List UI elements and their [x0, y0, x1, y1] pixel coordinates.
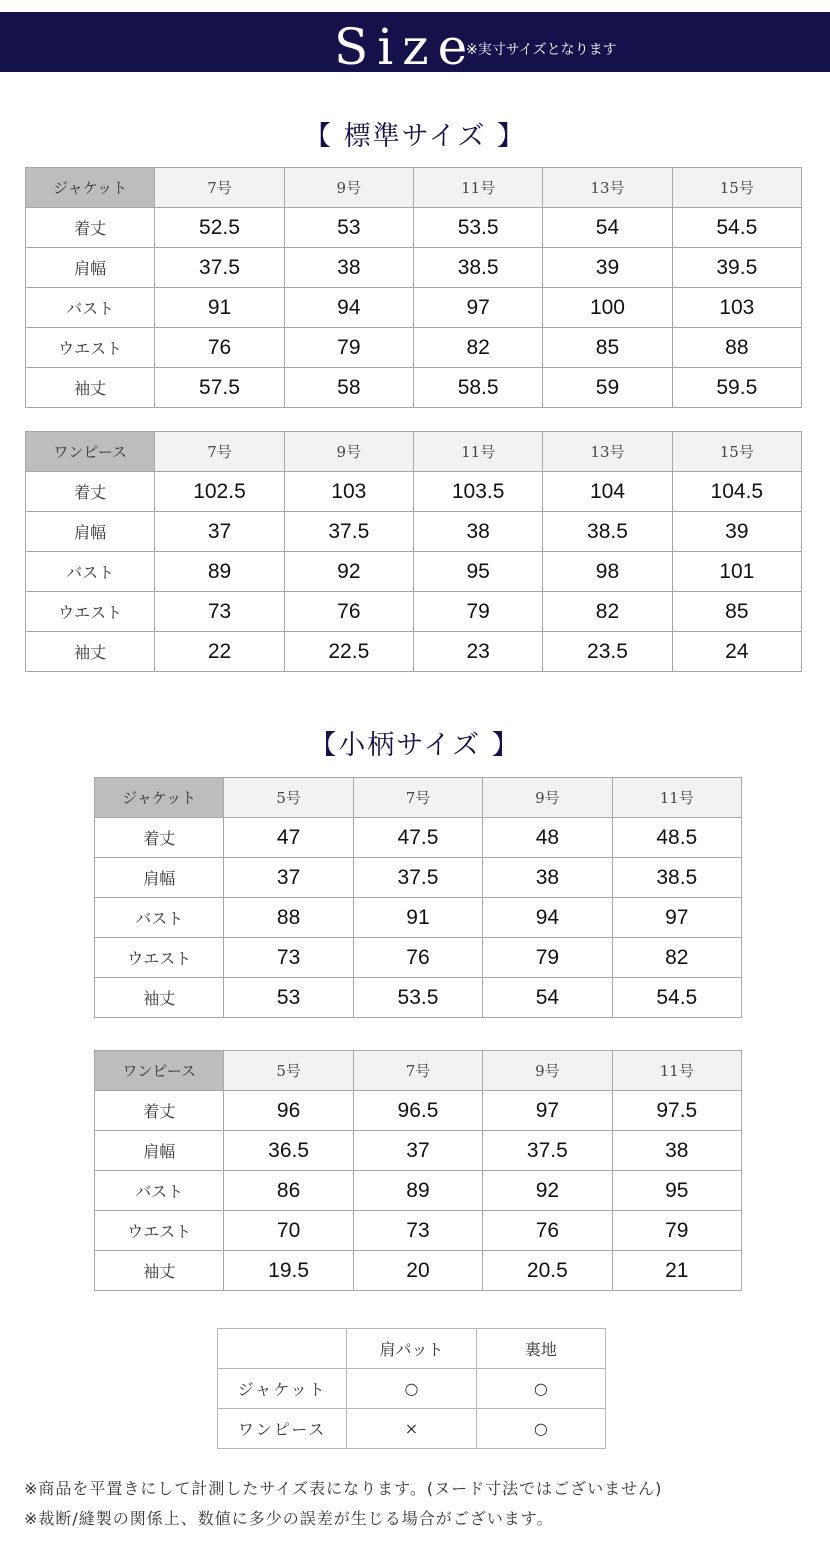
features-row-onepiece — [218, 1409, 606, 1449]
measurement-label: 肩幅 — [26, 512, 155, 552]
size-row — [26, 328, 802, 368]
measurement-label: 着丈 — [95, 1091, 224, 1131]
petite-jacket-table — [94, 777, 742, 1018]
features-header-row — [218, 1329, 606, 1369]
features-col-shoulder-pad: 肩パット — [347, 1329, 476, 1369]
measurement-value: 38.5 — [413, 248, 542, 288]
measurement-value: 38 — [413, 512, 542, 552]
section-title-standard: 【 標準サイズ 】 — [303, 121, 526, 152]
measurement-value: 94 — [284, 288, 413, 328]
size-column-header: 11号 — [413, 168, 542, 208]
size-row — [26, 368, 802, 408]
measurement-value: 94 — [483, 898, 612, 938]
features-cell: ○ — [476, 1369, 605, 1409]
measurement-value: 23.5 — [543, 632, 672, 672]
size-row — [95, 898, 742, 938]
features-table — [217, 1328, 606, 1449]
measurement-label: 肩幅 — [95, 858, 224, 898]
features-row-label: ジャケット — [218, 1369, 347, 1409]
measurement-value: 22.5 — [284, 632, 413, 672]
measurement-value: 79 — [483, 938, 612, 978]
size-row — [95, 1251, 742, 1291]
measurement-value: 24 — [672, 632, 801, 672]
size-row — [95, 1171, 742, 1211]
measurement-label: ウエスト — [26, 592, 155, 632]
measurement-value: 53 — [224, 978, 353, 1018]
measurement-value: 104 — [543, 472, 672, 512]
measurement-label: ウエスト — [95, 938, 224, 978]
measurement-value: 58 — [284, 368, 413, 408]
measurement-value: 96 — [224, 1091, 353, 1131]
measurement-value: 37.5 — [284, 512, 413, 552]
size-column-header: 7号 — [353, 778, 482, 818]
measurement-value: 85 — [672, 592, 801, 632]
size-row — [26, 472, 802, 512]
measurement-value: 37.5 — [483, 1131, 612, 1171]
size-row — [26, 248, 802, 288]
measurement-value: 97.5 — [612, 1091, 741, 1131]
measurement-value: 85 — [543, 328, 672, 368]
size-column-header: 11号 — [612, 778, 741, 818]
size-column-header: 5号 — [224, 1051, 353, 1091]
measurement-label: ウエスト — [95, 1211, 224, 1251]
measurement-value: 37 — [353, 1131, 482, 1171]
garment-type-cell: ジャケット — [95, 778, 224, 818]
garment-type-cell: ワンピース — [95, 1051, 224, 1091]
measurement-value: 59.5 — [672, 368, 801, 408]
standard-onepiece-table — [25, 431, 802, 672]
measurement-value: 47.5 — [353, 818, 482, 858]
measurement-value: 103.5 — [413, 472, 542, 512]
measurement-value: 79 — [284, 328, 413, 368]
measurement-value: 70 — [224, 1211, 353, 1251]
measurement-value: 19.5 — [224, 1251, 353, 1291]
measurement-label: 袖丈 — [95, 978, 224, 1018]
measurement-label: 袖丈 — [95, 1251, 224, 1291]
size-header-row — [26, 168, 802, 208]
measurement-value: 76 — [155, 328, 284, 368]
measurement-value: 82 — [612, 938, 741, 978]
size-column-header: 5号 — [224, 778, 353, 818]
measurement-value: 73 — [155, 592, 284, 632]
measurement-value: 38.5 — [543, 512, 672, 552]
measurement-value: 95 — [612, 1171, 741, 1211]
measurement-value: 53.5 — [413, 208, 542, 248]
measurement-value: 86 — [224, 1171, 353, 1211]
size-column-header: 9号 — [483, 1051, 612, 1091]
measurement-value: 38 — [284, 248, 413, 288]
measurement-label: バスト — [95, 898, 224, 938]
size-column-header: 13号 — [543, 432, 672, 472]
standard-jacket-table — [25, 167, 802, 408]
measurement-value: 97 — [612, 898, 741, 938]
size-row — [26, 592, 802, 632]
measurement-value: 54 — [543, 208, 672, 248]
size-column-header: 7号 — [155, 432, 284, 472]
measurement-value: 53.5 — [353, 978, 482, 1018]
measurement-value: 97 — [483, 1091, 612, 1131]
measurement-value: 82 — [413, 328, 542, 368]
measurement-value: 54.5 — [672, 208, 801, 248]
size-row — [95, 1131, 742, 1171]
measurement-value: 88 — [224, 898, 353, 938]
measurement-value: 73 — [353, 1211, 482, 1251]
measurement-value: 37.5 — [155, 248, 284, 288]
measurement-value: 52.5 — [155, 208, 284, 248]
measurement-label: バスト — [26, 552, 155, 592]
size-column-header: 15号 — [672, 168, 801, 208]
size-row — [26, 208, 802, 248]
measurement-value: 82 — [543, 592, 672, 632]
size-column-header: 9号 — [483, 778, 612, 818]
measurement-value: 23 — [413, 632, 542, 672]
size-row — [95, 1091, 742, 1131]
measurement-value: 79 — [612, 1211, 741, 1251]
measurement-value: 36.5 — [224, 1131, 353, 1171]
size-column-header: 9号 — [284, 168, 413, 208]
note-measurement: ※商品を平置きにして計測したサイズ表になります。(ヌード寸法ではございません) — [24, 1479, 663, 1498]
measurement-value: 79 — [413, 592, 542, 632]
features-row-label: ワンピース — [218, 1409, 347, 1449]
size-row — [26, 632, 802, 672]
features-corner-cell — [218, 1329, 347, 1369]
measurement-value: 73 — [224, 938, 353, 978]
measurement-value: 20 — [353, 1251, 482, 1291]
measurement-label: 肩幅 — [95, 1131, 224, 1171]
measurement-value: 103 — [284, 472, 413, 512]
measurement-value: 21 — [612, 1251, 741, 1291]
size-column-header: 11号 — [612, 1051, 741, 1091]
size-row — [95, 1211, 742, 1251]
measurement-value: 100 — [543, 288, 672, 328]
measurement-label: 着丈 — [95, 818, 224, 858]
size-row — [26, 512, 802, 552]
measurement-value: 88 — [672, 328, 801, 368]
section-title-petite: 【小柄サイズ 】 — [309, 730, 521, 761]
note-tolerance: ※裁断/縫製の関係上、数値に多少の誤差が生じる場合がございます。 — [24, 1509, 554, 1528]
measurement-label: 袖丈 — [26, 368, 155, 408]
measurement-value: 57.5 — [155, 368, 284, 408]
measurement-label: バスト — [95, 1171, 224, 1211]
measurement-value: 38 — [483, 858, 612, 898]
garment-type-cell: ジャケット — [26, 168, 155, 208]
size-row — [95, 818, 742, 858]
measurement-value: 98 — [543, 552, 672, 592]
measurement-value: 38 — [612, 1131, 741, 1171]
measurement-label: 着丈 — [26, 472, 155, 512]
size-banner — [0, 12, 830, 76]
measurement-value: 47 — [224, 818, 353, 858]
petite-onepiece-table — [94, 1050, 742, 1291]
size-column-header: 7号 — [155, 168, 284, 208]
measurement-value: 95 — [413, 552, 542, 592]
features-cell: × — [347, 1409, 476, 1449]
measurement-value: 37.5 — [353, 858, 482, 898]
measurement-value: 20.5 — [483, 1251, 612, 1291]
measurement-label: 着丈 — [26, 208, 155, 248]
measurement-label: 肩幅 — [26, 248, 155, 288]
measurement-label: バスト — [26, 288, 155, 328]
measurement-value: 104.5 — [672, 472, 801, 512]
size-header-row — [95, 1051, 742, 1091]
size-column-header: 9号 — [284, 432, 413, 472]
measurement-value: 37 — [155, 512, 284, 552]
measurement-value: 92 — [483, 1171, 612, 1211]
measurement-value: 97 — [413, 288, 542, 328]
measurement-value: 48 — [483, 818, 612, 858]
measurement-label: ウエスト — [26, 328, 155, 368]
measurement-value: 103 — [672, 288, 801, 328]
measurement-value: 76 — [353, 938, 482, 978]
size-row — [26, 552, 802, 592]
banner-title: Size — [334, 18, 477, 76]
size-row — [95, 858, 742, 898]
size-column-header: 15号 — [672, 432, 801, 472]
size-header-row — [95, 778, 742, 818]
measurement-value: 102.5 — [155, 472, 284, 512]
measurement-value: 53 — [284, 208, 413, 248]
features-cell: ○ — [476, 1409, 605, 1449]
measurement-value: 76 — [284, 592, 413, 632]
size-column-header: 11号 — [413, 432, 542, 472]
size-row — [95, 938, 742, 978]
measurement-value: 22 — [155, 632, 284, 672]
size-header-row — [26, 432, 802, 472]
measurement-value: 37 — [224, 858, 353, 898]
banner-subtitle: ※実寸サイズとなります — [466, 42, 617, 58]
garment-type-cell: ワンピース — [26, 432, 155, 472]
measurement-value: 39.5 — [672, 248, 801, 288]
features-row-jacket — [218, 1369, 606, 1409]
measurement-value: 89 — [353, 1171, 482, 1211]
measurement-value: 76 — [483, 1211, 612, 1251]
measurement-value: 59 — [543, 368, 672, 408]
measurement-value: 48.5 — [612, 818, 741, 858]
measurement-value: 38.5 — [612, 858, 741, 898]
measurement-value: 91 — [353, 898, 482, 938]
size-row — [95, 978, 742, 1018]
measurement-value: 39 — [672, 512, 801, 552]
features-cell: ○ — [347, 1369, 476, 1409]
features-col-lining: 裏地 — [476, 1329, 605, 1369]
measurement-value: 54 — [483, 978, 612, 1018]
measurement-value: 92 — [284, 552, 413, 592]
measurement-label: 袖丈 — [26, 632, 155, 672]
measurement-value: 89 — [155, 552, 284, 592]
size-column-header: 7号 — [353, 1051, 482, 1091]
measurement-value: 91 — [155, 288, 284, 328]
measurement-value: 39 — [543, 248, 672, 288]
size-column-header: 13号 — [543, 168, 672, 208]
size-row — [26, 288, 802, 328]
measurement-value: 96.5 — [353, 1091, 482, 1131]
measurement-value: 101 — [672, 552, 801, 592]
measurement-value: 54.5 — [612, 978, 741, 1018]
measurement-value: 58.5 — [413, 368, 542, 408]
